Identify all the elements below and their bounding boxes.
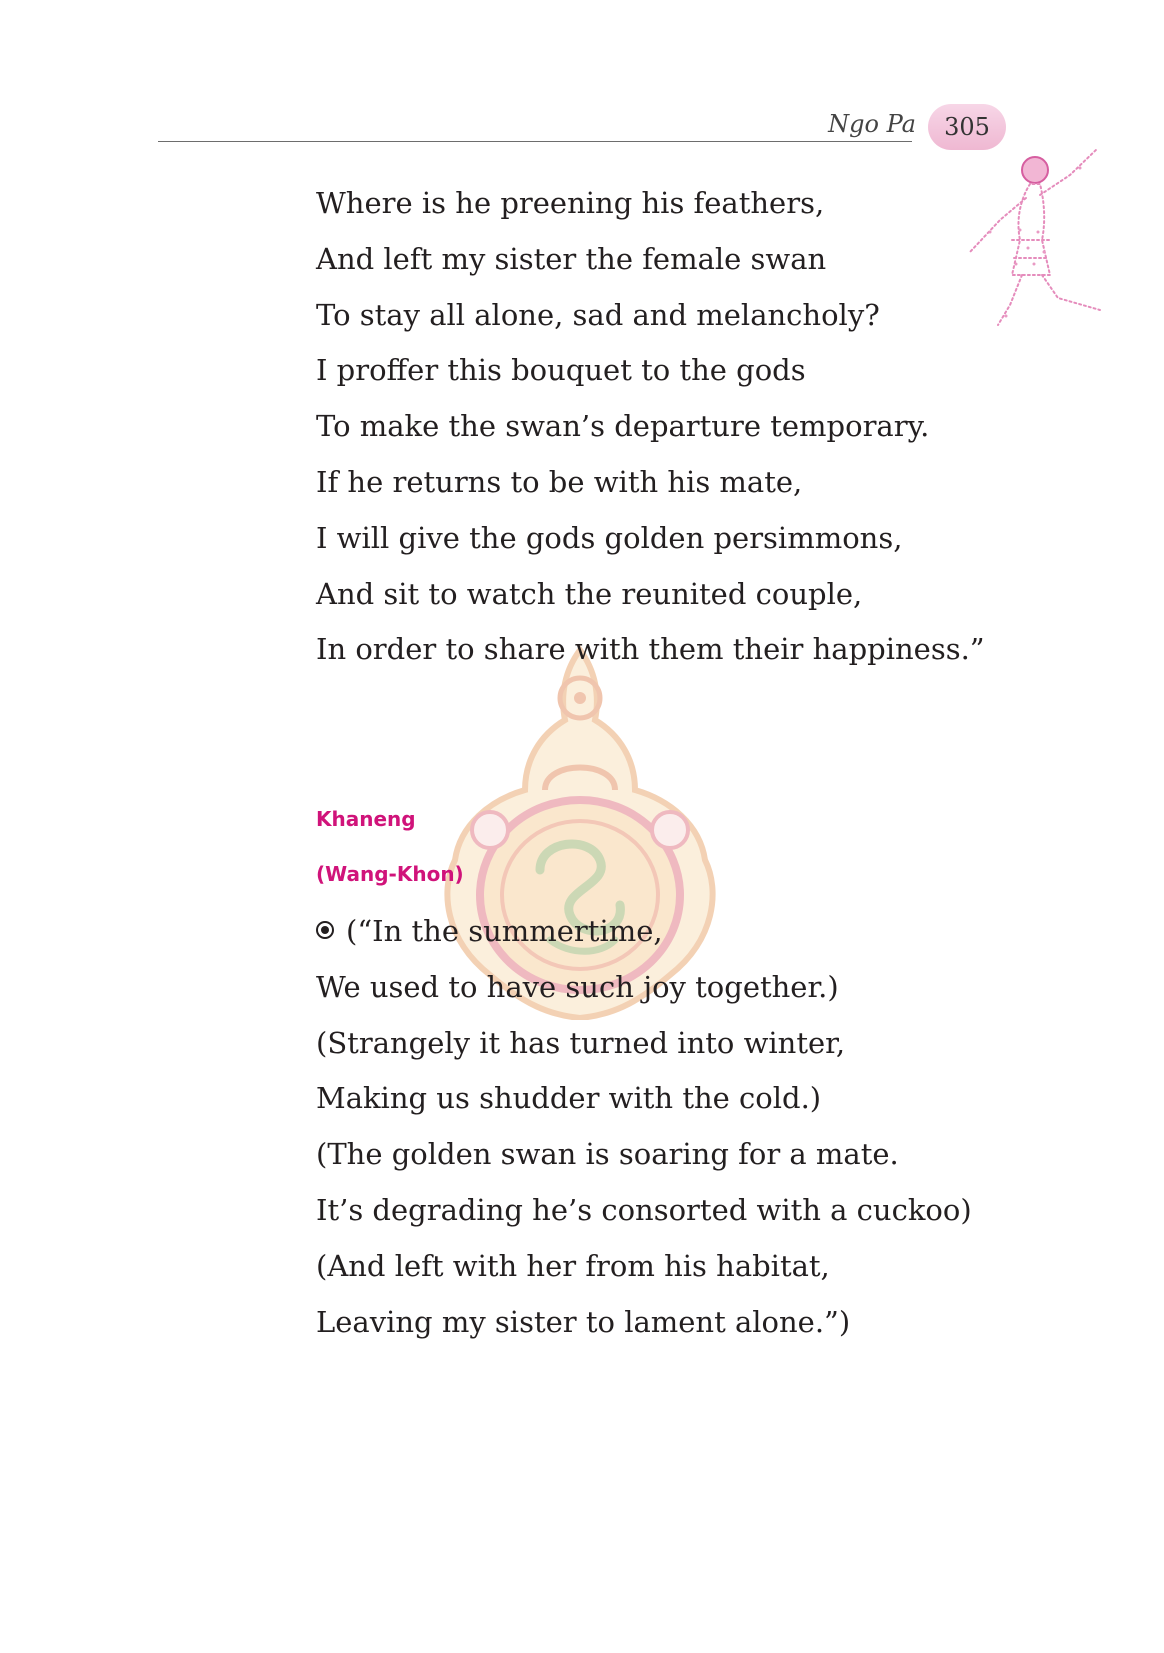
verse-line: (Strangely it has turned into winter, xyxy=(316,1025,846,1060)
verse-line: I proffer this bouquet to the gods xyxy=(316,353,806,388)
stanza-1 xyxy=(316,176,985,678)
verse-line: (The golden swan is soaring for a mate. xyxy=(316,1137,899,1172)
stanza-2 xyxy=(316,904,972,1350)
running-title: Ngo Pa xyxy=(828,110,916,138)
melody-name: (Wang-Khon) xyxy=(316,862,464,886)
verse-line: Where is he preening his feathers, xyxy=(316,186,825,220)
page-number: 305 xyxy=(944,113,990,141)
verse-line: If he returns to be with his mate, xyxy=(316,464,803,499)
verse-line: Making us shudder with the cold.) xyxy=(316,1081,822,1116)
verse-line: I will give the gods golden persimmons, xyxy=(316,520,903,555)
verse-line: In order to share with them their happiness.” xyxy=(316,632,985,667)
verse-line: And sit to watch the reunited couple, xyxy=(316,576,863,611)
verse-line: To make the swan’s departure temporary. xyxy=(316,409,930,444)
verse-line xyxy=(316,904,972,960)
verse-line-text: (“In the summertime, xyxy=(346,914,663,948)
verse-line: Leaving my sister to lament alone.”) xyxy=(316,1304,851,1339)
verse-line: It’s degrading he’s consorted with a cuckoo) xyxy=(316,1192,972,1227)
verse-line: And left my sister the female swan xyxy=(316,241,827,276)
verse-line: We used to have such joy together.) xyxy=(316,969,839,1004)
speaker-name: Khaneng xyxy=(316,807,416,831)
bullet-icon xyxy=(316,921,334,939)
header-rule xyxy=(158,141,912,142)
verse-line: To stay all alone, sad and melancholy? xyxy=(316,297,880,332)
verse-line: (And left with her from his habitat, xyxy=(316,1248,830,1283)
